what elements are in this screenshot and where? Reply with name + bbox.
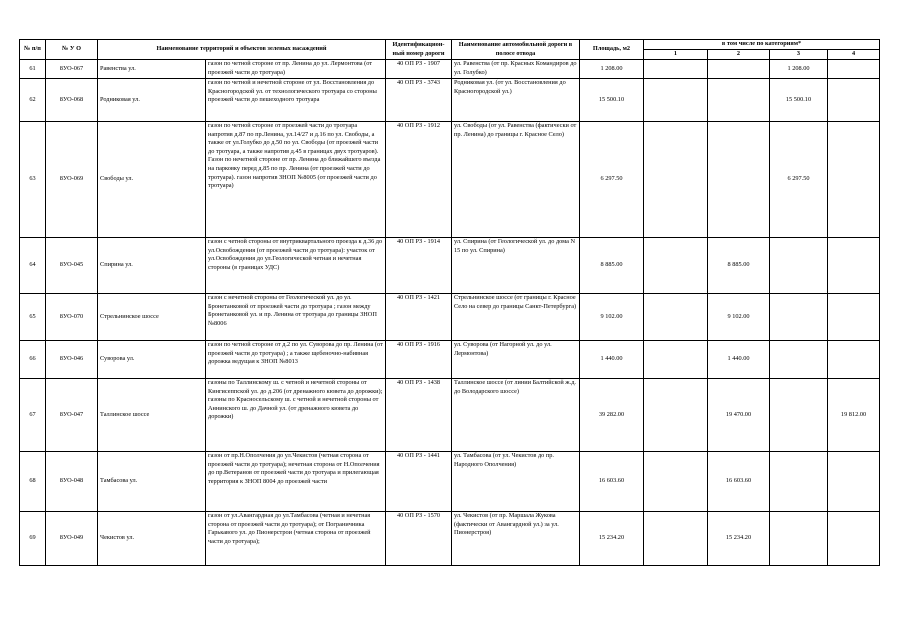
cell-cat-2: 1 440.00 (708, 341, 770, 379)
cell-ident: 40 ОП РЗ - 1916 (386, 341, 452, 379)
header-categories: в том числе по категориям* (644, 40, 880, 50)
table-row (20, 79, 880, 122)
cell-cat-3 (770, 379, 828, 452)
cell-ident: 40 ОП РЗ - 1914 (386, 238, 452, 294)
table-body (20, 60, 880, 566)
cell-uo: 8УО-046 (46, 341, 98, 379)
header-cat-3: 3 (770, 50, 828, 60)
cell-uo: 8УО-045 (46, 238, 98, 294)
cell-cat-3: 1 208.00 (770, 60, 828, 79)
cell-cat-4 (828, 79, 880, 122)
cell-cat-3 (770, 341, 828, 379)
table-row (20, 122, 880, 238)
cell-cat-2: 19 470.00 (708, 379, 770, 452)
cell-cat-1 (644, 60, 708, 79)
cell-description: газон по четной стороне от проезжей части до тротуара напротив д.87 по пр.Ленина, ул.14/27 и д.16 по ул. Свободы, а также от ул.Голубко до д.50 по ул. Свободы (от проезжей части до тротуара, а также напротив д.45 в границах двух тротуаров). Газон по нечетной стороне от пр. Ленина до ближайшего въезда на парковку перед д.85 по пр. Ленина (от проезжей части до тротуара). газон напротив ЗНОП №8005 (от проезжей части до тротуара) (206, 122, 386, 238)
cell-area: 39 282.00 (580, 379, 644, 452)
cell-description: газон от пр.Н.Ополчения до ул.Чекистов (четная сторона от проезжей части до тротуара); нечетная сторона от Н.Ополчения до пр.Ветеранов от проезжей части до тротуара и прилегающая территория к ЗНОП 8004 до проезжей части (206, 452, 386, 512)
cell-cat-4 (828, 238, 880, 294)
cell-uo: 8УО-067 (46, 60, 98, 79)
cell-num: 61 (20, 60, 46, 79)
cell-road: ул. Чекистов (от пр. Маршала Жукова (фактически от Авангардной ул.) за ул. Пионерстроя) (452, 512, 580, 566)
cell-area: 6 297.50 (580, 122, 644, 238)
cell-cat-3 (770, 452, 828, 512)
cell-cat-2 (708, 122, 770, 238)
cell-cat-3: 15 500.10 (770, 79, 828, 122)
cell-description: газон с четной стороны от внутриквартального проезда к д.36 до ул.Освобождения (от проезжей части до тротуара): участок от ул.Освобождения до ул.Геологической четная и нечетная стороны (в границах УДС) (206, 238, 386, 294)
cell-description: газон с нечетной стороны от Геологической ул. до ул. Бронетанковой от проезжей части до тротуара ; газон между Бронетанковой ул. и пр. Ленина от тротуара до границы ЗНОП №8006 (206, 294, 386, 341)
cell-cat-4 (828, 122, 880, 238)
cell-name: Родниковая ул. (98, 79, 206, 122)
table-row (20, 452, 880, 512)
header-uo: № У О (46, 40, 98, 60)
cell-area: 1 208.00 (580, 60, 644, 79)
cell-ident: 40 ОП РЗ - 1441 (386, 452, 452, 512)
cell-road: ул. Равенства (от пр. Красных Командиров до ул. Голубко) (452, 60, 580, 79)
cell-area: 15 500.10 (580, 79, 644, 122)
cell-cat-4 (828, 294, 880, 341)
cell-road: ул. Суворова (от Нагорной ул. до ул. Лермонтова) (452, 341, 580, 379)
table-row (20, 238, 880, 294)
cell-name: Таллинское шоссе (98, 379, 206, 452)
cell-ident: 40 ОП РЗ - 1912 (386, 122, 452, 238)
cell-cat-1 (644, 79, 708, 122)
header-cat-2: 2 (708, 50, 770, 60)
cell-cat-1 (644, 122, 708, 238)
cell-area: 15 234.20 (580, 512, 644, 566)
header-area: Площадь, м2 (580, 40, 644, 60)
cell-cat-2: 9 102.00 (708, 294, 770, 341)
cell-uo: 8УО-068 (46, 79, 98, 122)
cell-name: Чекистов ул. (98, 512, 206, 566)
cell-ident: 40 ОП РЗ - 1570 (386, 512, 452, 566)
cell-cat-4 (828, 512, 880, 566)
header-ident: Идентификацион-ный номер дороги (386, 40, 452, 60)
cell-cat-1 (644, 512, 708, 566)
cell-cat-2: 15 234.20 (708, 512, 770, 566)
cell-description: газон по четной и нечетной стороне от ул. Восстановления до Красногородской ул. от технологического тротуара со стороны проезжей части до пешеходного тротуара (206, 79, 386, 122)
cell-road: ул. Тамбасова (от ул. Чекистов до пр. Народного Ополчения) (452, 452, 580, 512)
cell-cat-4 (828, 341, 880, 379)
cell-cat-3: 6 297.50 (770, 122, 828, 238)
cell-description: газон от ул.Авангардная до ул.Тамбасова (четная и нечетная сторона от проезжей части до тротуара); от Пограничника Гарькавого ул. до Пионерстрои (четная сторона от проезжей части до тротуара); (206, 512, 386, 566)
cell-num: 63 (20, 122, 46, 238)
cell-name: Суворова ул. (98, 341, 206, 379)
cell-num: 64 (20, 238, 46, 294)
cell-uo: 8УО-070 (46, 294, 98, 341)
cell-cat-1 (644, 379, 708, 452)
cell-ident: 40 ОП РЗ - 1421 (386, 294, 452, 341)
cell-cat-3 (770, 512, 828, 566)
cell-area: 1 440.00 (580, 341, 644, 379)
cell-cat-1 (644, 452, 708, 512)
cell-cat-4 (828, 452, 880, 512)
table-row (20, 60, 880, 79)
cell-uo: 8УО-069 (46, 122, 98, 238)
cell-ident: 40 ОП РЗ - 1907 (386, 60, 452, 79)
cell-cat-2 (708, 60, 770, 79)
cell-cat-1 (644, 294, 708, 341)
cell-cat-4 (828, 60, 880, 79)
cell-num: 62 (20, 79, 46, 122)
header-name: Наименование территорий и объектов зеленых насаждений (98, 40, 386, 60)
cell-num: 66 (20, 341, 46, 379)
cell-cat-2: 16 603.60 (708, 452, 770, 512)
cell-area: 9 102.00 (580, 294, 644, 341)
cell-ident: 40 ОП РЗ - 1438 (386, 379, 452, 452)
cell-name: Спирина ул. (98, 238, 206, 294)
cell-road: ул. Свободы (от ул. Равенства (фактически от пр. Ленина) до границы г. Красное Село) (452, 122, 580, 238)
cell-name: Стрельнинское шоссе (98, 294, 206, 341)
cell-cat-3 (770, 294, 828, 341)
table-row (20, 341, 880, 379)
table-row (20, 512, 880, 566)
cell-cat-1 (644, 341, 708, 379)
cell-road: ул. Спирина (от Геологической ул. до дома N 15 по ул. Спирина) (452, 238, 580, 294)
header-cat-1: 1 (644, 50, 708, 60)
table-row (20, 294, 880, 341)
cell-uo: 8УО-047 (46, 379, 98, 452)
header-num: № п/п (20, 40, 46, 60)
green-areas-table (19, 39, 880, 566)
cell-road: Таллинское шоссе (от линии Балтийской ж.д. до Володарского шоссе) (452, 379, 580, 452)
cell-cat-3 (770, 238, 828, 294)
header-road: Наименование автомобильной дороги в полосе отвода (452, 40, 580, 60)
table-header (20, 40, 880, 60)
cell-description: газоны по Таллинскому ш. с четной и нечетной стороны от Кингисеппской ул. до д.206 (от дренажного кювета до дорожки); газоны по Красносельскому ш. с четной и нечетной стороны от Аннинского ш. до Дачной ул. (от дренажного кювета до дорожки) (206, 379, 386, 452)
cell-num: 69 (20, 512, 46, 566)
cell-cat-1 (644, 238, 708, 294)
cell-cat-2: 8 885.00 (708, 238, 770, 294)
cell-name: Свободы ул. (98, 122, 206, 238)
cell-num: 65 (20, 294, 46, 341)
cell-name: Равенства ул. (98, 60, 206, 79)
cell-description: газон по четной стороне от д.2 по ул. Суворова до пр. Ленина (от проезжей части до тротуара) ; а также щебеночно-набивная дорожка ведущая к ЗНОП №8013 (206, 341, 386, 379)
cell-ident: 40 ОП РЗ - 3743 (386, 79, 452, 122)
cell-num: 68 (20, 452, 46, 512)
cell-area: 16 603.60 (580, 452, 644, 512)
cell-num: 67 (20, 379, 46, 452)
cell-area: 8 885.00 (580, 238, 644, 294)
cell-name: Тамбасова ул. (98, 452, 206, 512)
cell-uo: 8УО-049 (46, 512, 98, 566)
cell-cat-2 (708, 79, 770, 122)
cell-uo: 8УО-048 (46, 452, 98, 512)
cell-description: газон по четной стороне от пр. Ленина до ул. Лермонтова (от проезжей части до тротуара) (206, 60, 386, 79)
cell-road: Родниковая ул. (от ул. Восстановления до Красногородской ул.) (452, 79, 580, 122)
table-row (20, 379, 880, 452)
header-cat-4: 4 (828, 50, 880, 60)
cell-cat-4: 19 812.00 (828, 379, 880, 452)
cell-road: Стрельнинское шоссе (от границы г. Красное Село на север до границы Санкт-Петербурга) (452, 294, 580, 341)
